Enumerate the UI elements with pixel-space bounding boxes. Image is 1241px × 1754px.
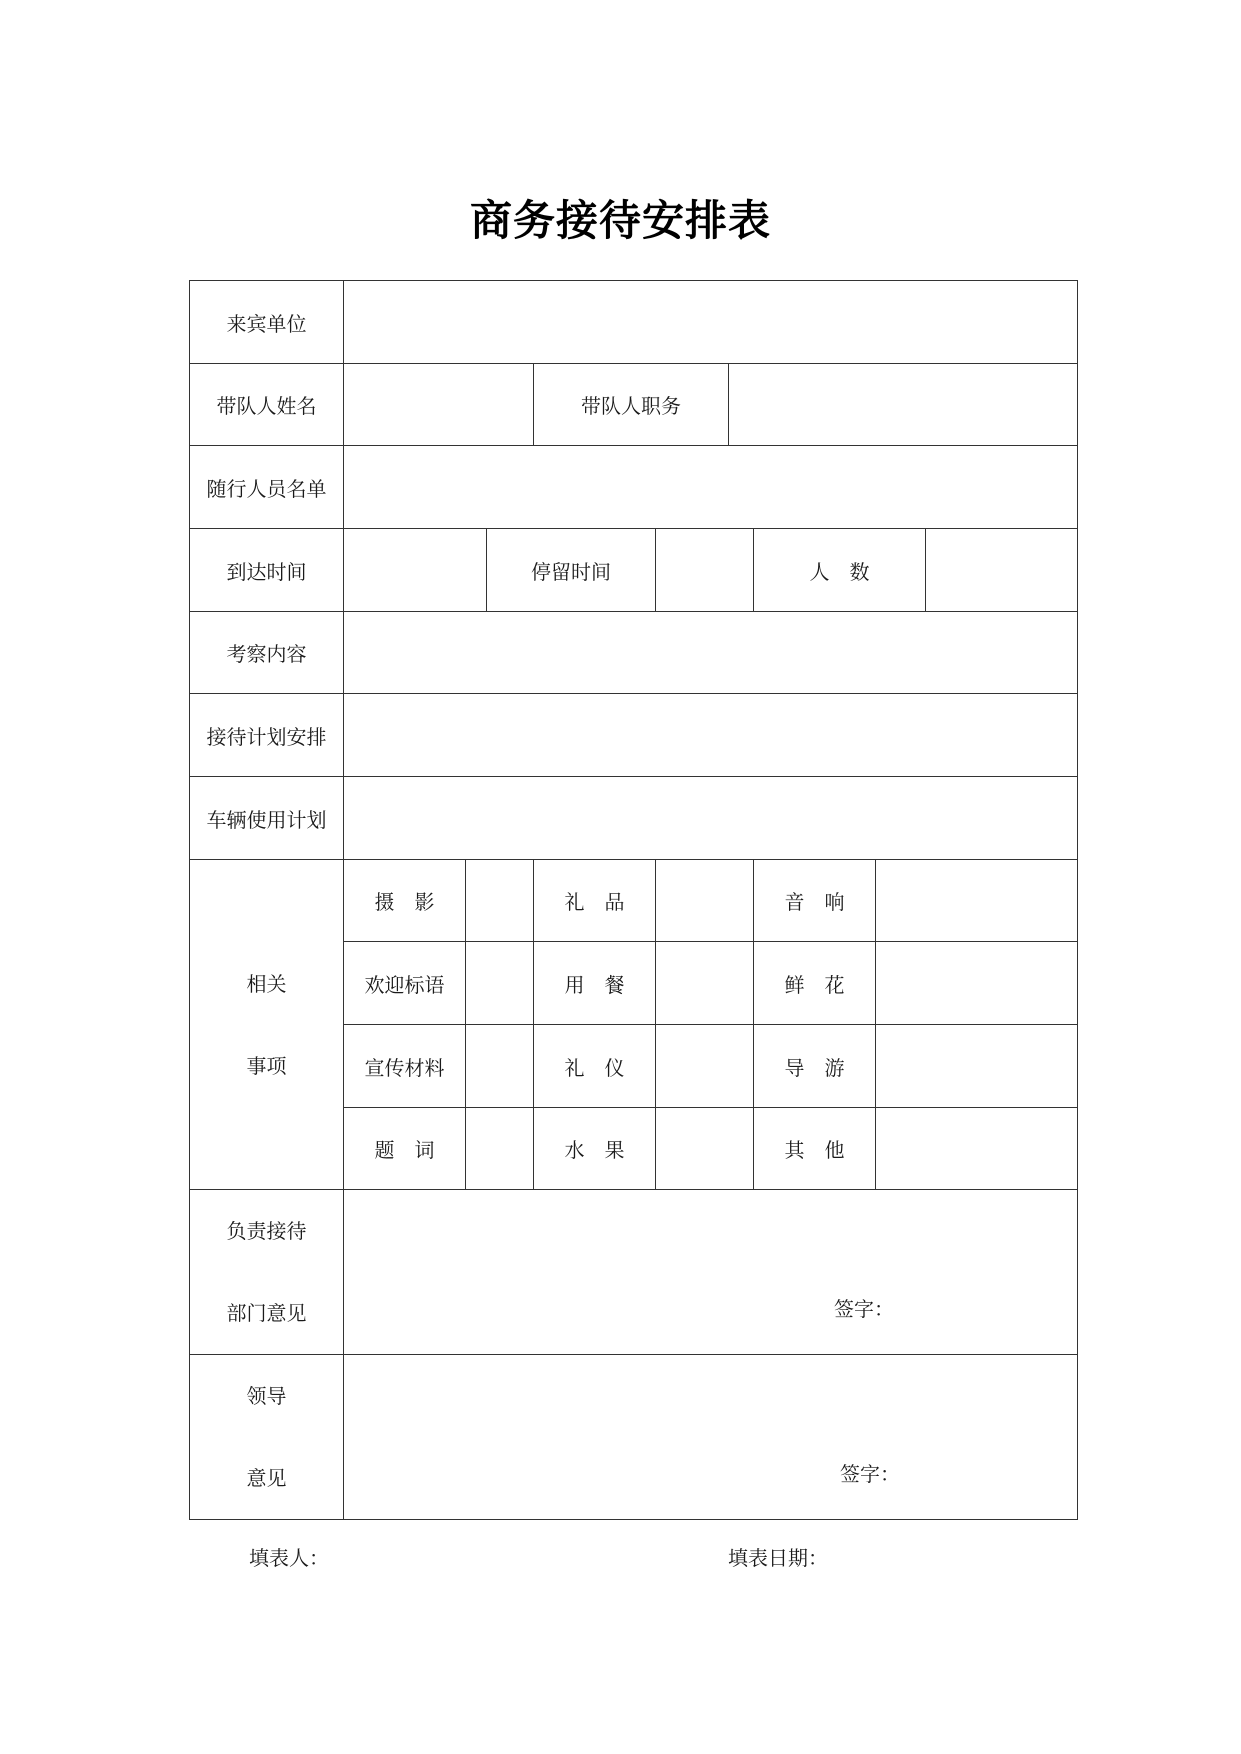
- item-label: 礼 仪: [534, 1025, 656, 1108]
- item-label: 摄 影: [344, 860, 466, 942]
- item-label: 宣传材料: [344, 1025, 466, 1108]
- dept-signature-label: 签字：: [834, 1296, 894, 1321]
- item-label: 题 词: [344, 1108, 466, 1190]
- item-field[interactable]: [466, 1108, 534, 1190]
- item-label: 音 响: [754, 860, 876, 942]
- headcount-label: 人 数: [754, 529, 926, 612]
- item-field[interactable]: [656, 1108, 754, 1190]
- item-label: 导 游: [754, 1025, 876, 1108]
- item-label: 鲜 花: [754, 942, 876, 1025]
- filler-label: 填表人：: [249, 1546, 329, 1570]
- fill-date-label: 填表日期：: [728, 1546, 828, 1570]
- inspection-field[interactable]: [344, 612, 1078, 694]
- item-label: 其 他: [754, 1108, 876, 1190]
- related-items-label: 相关 事项: [190, 860, 344, 1190]
- item-field[interactable]: [876, 1025, 1078, 1108]
- page-title: 商务接待安排表: [469, 196, 771, 245]
- reception-plan-field[interactable]: [344, 694, 1078, 777]
- leader-signature-label: 签字：: [840, 1461, 900, 1486]
- item-field[interactable]: [656, 860, 754, 942]
- inspection-label: 考察内容: [190, 612, 344, 694]
- guest-unit-field[interactable]: [344, 281, 1078, 364]
- vehicle-plan-field[interactable]: [344, 777, 1078, 860]
- stay-time-field[interactable]: [656, 529, 754, 612]
- reception-form: [189, 280, 1078, 1520]
- leader-title-label: 带队人职务: [534, 364, 729, 446]
- item-label: 水 果: [534, 1108, 656, 1190]
- item-field[interactable]: [656, 1025, 754, 1108]
- item-field[interactable]: [876, 1108, 1078, 1190]
- leader-name-field[interactable]: [344, 364, 534, 446]
- item-field[interactable]: [466, 1025, 534, 1108]
- dept-opinion-field[interactable]: [344, 1190, 1078, 1355]
- leader-title-field[interactable]: [729, 364, 1078, 446]
- item-field[interactable]: [656, 942, 754, 1025]
- arrival-time-label: 到达时间: [190, 529, 344, 612]
- leader-name-label: 带队人姓名: [190, 364, 344, 446]
- item-field[interactable]: [876, 860, 1078, 942]
- headcount-field[interactable]: [926, 529, 1078, 612]
- guest-unit-label: 来宾单位: [190, 281, 344, 364]
- entourage-label: 随行人员名单: [190, 446, 344, 529]
- arrival-time-field[interactable]: [344, 529, 487, 612]
- item-field[interactable]: [876, 942, 1078, 1025]
- item-field[interactable]: [466, 942, 534, 1025]
- item-label: 礼 品: [534, 860, 656, 942]
- vehicle-plan-label: 车辆使用计划: [190, 777, 344, 860]
- entourage-field[interactable]: [344, 446, 1078, 529]
- leader-opinion-label: 领导 意见: [190, 1355, 344, 1520]
- item-field[interactable]: [466, 860, 534, 942]
- item-label: 欢迎标语: [344, 942, 466, 1025]
- item-label: 用 餐: [534, 942, 656, 1025]
- dept-opinion-label: 负责接待 部门意见: [190, 1190, 344, 1355]
- leader-opinion-field[interactable]: [344, 1355, 1078, 1520]
- reception-plan-label: 接待计划安排: [190, 694, 344, 777]
- stay-time-label: 停留时间: [487, 529, 656, 612]
